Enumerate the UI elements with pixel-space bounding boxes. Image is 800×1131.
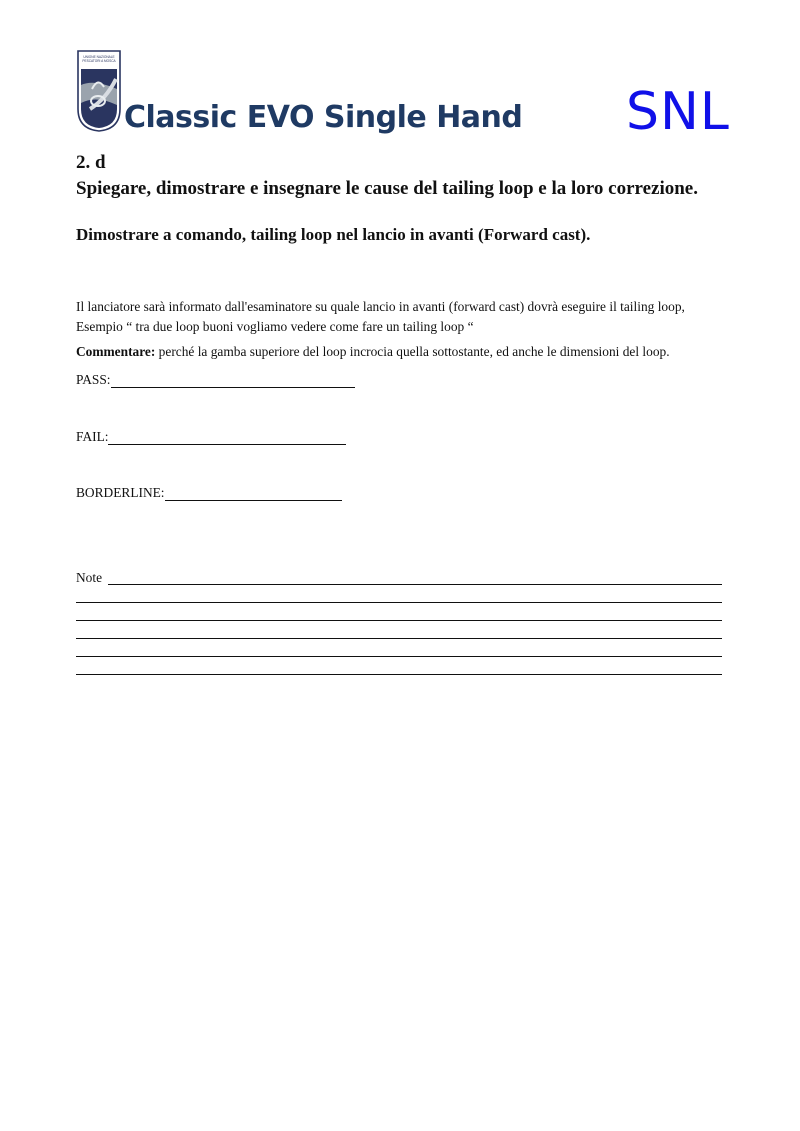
note-line-2[interactable]: [76, 602, 722, 603]
document-title: Classic EVO Single Hand: [124, 100, 523, 135]
note-line-4[interactable]: [76, 638, 722, 639]
category-tag: SNL: [626, 82, 730, 142]
borderline-field[interactable]: [76, 485, 342, 501]
pass-field[interactable]: [76, 372, 355, 388]
comment-label: Commentare:: [76, 344, 156, 359]
note-line-1[interactable]: [108, 584, 722, 585]
borderline-label: BORDERLINE:: [76, 485, 165, 500]
pass-input-line[interactable]: [111, 373, 355, 388]
note-line-6[interactable]: [76, 674, 722, 675]
comment-line: [76, 344, 670, 360]
note-line-5[interactable]: [76, 656, 722, 657]
comment-text: perché la gamba superiore del loop incrocia quella sottostante, ed anche le dimensioni del loop.: [155, 344, 670, 359]
instructions-line-2: Esempio “ tra due loop buoni vogliamo vedere come fare un tailing loop “: [76, 319, 474, 334]
fail-input-line[interactable]: [108, 430, 346, 445]
unpm-logo: [76, 49, 122, 133]
borderline-input-line[interactable]: [165, 486, 342, 501]
pass-label: PASS:: [76, 372, 111, 387]
instructions-line-1: Il lanciatore sarà informato dall'esaminatore su quale lancio in avanti (forward cast) dovrà eseguire il tailing loop,: [76, 299, 685, 314]
note-label: Note: [76, 570, 103, 585]
note-line-3[interactable]: [76, 620, 722, 621]
instructions-paragraph: [76, 297, 736, 337]
logo-text-line-2: PESCATORI A MOSCA: [82, 59, 116, 63]
fail-field[interactable]: [76, 429, 346, 445]
section-heading: Spiegare, dimostrare e insegnare le cause del tailing loop e la loro correzione.: [76, 178, 698, 199]
section-subheading: Dimostrare a comando, tailing loop nel lancio in avanti (Forward cast).: [76, 225, 591, 244]
section-number: 2. d: [76, 152, 106, 173]
fail-label: FAIL:: [76, 429, 109, 444]
logo-text-line-1: UNIONE NAZIONALE: [83, 55, 115, 59]
